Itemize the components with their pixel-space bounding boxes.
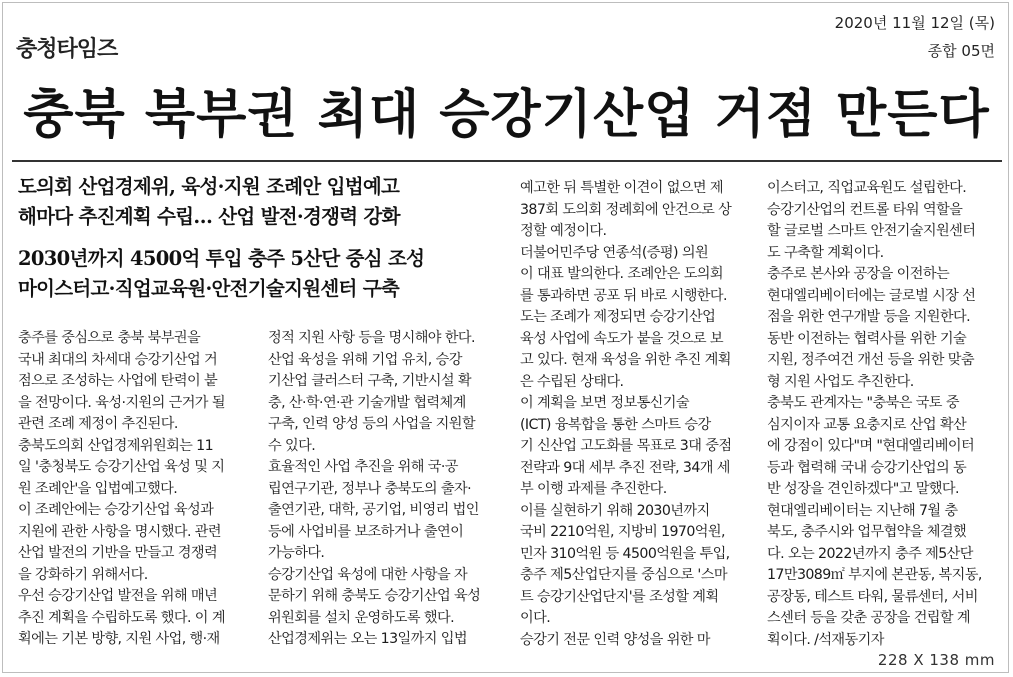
article-text-line: 동반 이전하는 협력사를 위한 기술 xyxy=(767,330,967,347)
article-text-line: 고 있다. 현재 육성을 위한 추진 계획 xyxy=(520,352,731,368)
article-text-line: 할 글로벌 스마트 안전기술지원센터 xyxy=(767,223,976,239)
article-headline: 충북 북부권 최대 승강기산업 거점 만든다 xyxy=(23,85,990,145)
article-text-line: 스센터 등을 갖춘 공장을 건립할 계 xyxy=(767,610,971,626)
article-text-line: 도는 조례가 제정되면 승강기산업 xyxy=(520,309,716,325)
article-text-line: 387회 도의회 정례회에 안건으로 상 xyxy=(520,201,732,218)
article-text-line: 추진 계획을 수립하도록 했다. 이 계 xyxy=(18,609,225,626)
article-text-line: 승강기 전문 인력 양성을 위한 마 xyxy=(520,631,710,648)
article-text-line: 에 강점이 있다"며 "현대엘리베이터 xyxy=(767,438,975,454)
article-text-line: 더불어민주당 연종석(증평) 의원 xyxy=(520,244,709,261)
article-text-line: 이를 실현하기 위해 2030년까지 xyxy=(520,502,710,519)
article-text-line: 수 있다. xyxy=(268,437,316,454)
article-text-line: 반 성장을 견인하겠다"고 말했다. xyxy=(767,481,959,497)
article-text-line: 정적 지원 사항 등을 명시해야 한다. xyxy=(268,330,475,346)
article-text-line: 충북도의회 산업경제위원회는 11 xyxy=(18,437,214,454)
article-text-line: 승강기산업 육성에 대한 사항을 자 xyxy=(268,566,468,583)
article-text-line: 산업 육성을 위해 기업 유치, 승강 xyxy=(268,351,462,368)
article-text-line: 심지이자 교통 요충지로 산업 확산 xyxy=(767,416,967,433)
article-text-line: 기 신산업 고도화를 목표로 3대 중점 xyxy=(520,438,732,454)
article-text-line: 우선 승강기산업 발전을 위해 매년 xyxy=(18,588,218,604)
article-text-line: 국내 최대의 차세대 승강기산업 거 xyxy=(18,351,218,368)
body-column-1 xyxy=(18,328,250,651)
article-text-line: 이스터고, 직업교육원도 설립한다. xyxy=(767,180,967,196)
article-text-line: (ICT) 융복합을 통한 스마트 승강 xyxy=(520,416,711,433)
article-text-line: 출연기관, 대학, 공기업, 비영리 법인 xyxy=(268,502,479,518)
article-text-line: 형 지원 사업도 추진한다. xyxy=(767,373,914,390)
article-text-line: 북도, 충주시와 업무협약을 체결했 xyxy=(767,524,967,540)
article-text-line: 등에 사업비를 보조하거나 출연이 xyxy=(268,523,464,540)
page-section: 종합 05면 xyxy=(927,42,995,60)
article-text-line: 현대엘리베이터는 지난해 7월 충 xyxy=(767,502,958,519)
body-column-4 xyxy=(767,178,999,651)
article-text-line: 트 승강기산업단지'를 조성할 계획 xyxy=(520,588,719,605)
article-text-line: 구축, 인력 양성 등의 사업을 지원할 xyxy=(268,416,475,432)
article-text-line: 이다. xyxy=(520,610,551,626)
subheadline-block xyxy=(18,172,508,304)
article-text-line: 등과 협력해 국내 승강기산업의 동 xyxy=(767,459,967,476)
article-text-line: 립연구기관, 정부나 충북도의 출자· xyxy=(268,480,472,497)
article-text-line: 국비 2210억원, 지방비 1970억원, xyxy=(520,524,725,540)
article-text-line: 충주를 중심으로 충북 북부권을 xyxy=(18,330,201,346)
article-text-line: 문하기 위해 충북도 승강기산업 육성 xyxy=(268,588,481,604)
clipping-size: 228 X 138 mm xyxy=(877,651,995,669)
article-text-line: 점으로 조성하는 사업에 탄력이 붙 xyxy=(18,373,218,389)
article-text-line: 육성 사업에 속도가 붙을 것으로 보 xyxy=(520,330,724,347)
article-text-line: 전략과 9대 세부 추진 전략, 34개 세 xyxy=(520,459,730,476)
article-text-line: 충, 산·학·연·관 기술개발 협력체계 xyxy=(268,394,466,411)
article-text-line: 충주 제5산업단지를 중심으로 '스마 xyxy=(520,567,727,583)
body-column-2 xyxy=(268,328,500,651)
article-text-line: 을 전망이다. 육성·지원의 근거가 될 xyxy=(18,394,225,411)
subheadline: 도의회 산업경제위, 육성·지원 조례안 입법예고 xyxy=(18,175,400,198)
article-text-line: 일 '충청북도 승강기산업 육성 및 지 xyxy=(18,459,225,475)
article-text-line: 부 이행 과제를 추진한다. xyxy=(520,481,667,497)
article-text-line: 을 강화하기 위해서다. xyxy=(18,566,148,583)
article-text-line: 관련 조례 제정이 추진된다. xyxy=(18,416,178,432)
article-text-line: 지원, 정주여건 개선 등을 위한 맞춤 xyxy=(767,352,974,368)
article-text-line: 효율적인 사업 추진을 위해 국·공 xyxy=(268,459,458,475)
newspaper-masthead: 충청타임즈 xyxy=(16,37,118,62)
article-text-line: 정할 예정이다. xyxy=(520,223,607,239)
subheadline: 2030년까지 4500억 투입 충주 5산단 중심 조성 xyxy=(18,247,425,270)
article-text-line: 산업경제위는 오는 13일까지 입법 xyxy=(268,631,467,647)
article-text-line: 승강기산업의 컨트롤 타워 역할을 xyxy=(767,201,963,218)
article-text-line: 원 조례안'을 입법예고했다. xyxy=(18,480,178,497)
article-text-line: 충주로 본사와 공장을 이전하는 xyxy=(767,266,950,282)
article-text-line: 점을 위한 연구개발 등을 지원한다. xyxy=(767,309,971,325)
article-text-line: 기산업 클러스터 구축, 기반시설 확 xyxy=(268,373,472,389)
article-text-line: 현대엘리베이터에는 글로벌 시장 선 xyxy=(767,287,976,304)
article-text-line: 산업 발전의 기반을 만들고 경쟁력 xyxy=(18,545,218,561)
article-text-line: 충북도 관계자는 "충북은 국토 중 xyxy=(767,395,959,411)
article-text-line: 를 통과하면 공포 뒤 바로 시행한다. xyxy=(520,287,727,304)
article-text-line: 도 구축할 계획이다. xyxy=(767,244,884,261)
article-text-line: 이 계획을 보면 정보통신기술 xyxy=(520,395,689,411)
article-text-line: 예고한 뒤 특별한 이견이 없으면 제 xyxy=(520,180,724,196)
article-text-line: 획에는 기본 방향, 지원 사업, 행·재 xyxy=(18,631,220,647)
publication-date: 2020년 11월 12일 (목) xyxy=(834,14,995,32)
article-text-line: 획이다. /석재동기자 xyxy=(767,631,884,648)
subheadline: 해마다 추진계획 수립… 산업 발전·경쟁력 강화 xyxy=(18,205,400,228)
article-text-line: 17만3089㎡ 부지에 본관동, 복지동, xyxy=(767,567,982,583)
article-text-line: 공장동, 테스트 타워, 물류센터, 서비 xyxy=(767,588,978,605)
subheadline: 마이스터고·직업교육원·안전기술지원센터 구축 xyxy=(18,277,400,300)
article-text-line: 민자 310억원 등 4500억원을 투입, xyxy=(520,545,730,562)
article-text-line: 이 대표 발의한다. 조례안은 도의회 xyxy=(520,266,724,282)
article-text-line: 가능하다. xyxy=(268,545,325,561)
article-text-line: 위원회를 설치 운영하도록 했다. xyxy=(268,609,455,626)
article-text-line: 지원에 관한 사항을 명시했다. 관련 xyxy=(18,523,222,540)
headline-rule xyxy=(12,160,1002,162)
article-text-line: 다. 오는 2022년까지 충주 제5산단 xyxy=(767,545,973,562)
article-text-line: 은 수립된 상태다. xyxy=(520,373,624,390)
article-text-line: 이 조례안에는 승강기산업 육성과 xyxy=(18,502,214,518)
body-column-3 xyxy=(520,178,752,651)
